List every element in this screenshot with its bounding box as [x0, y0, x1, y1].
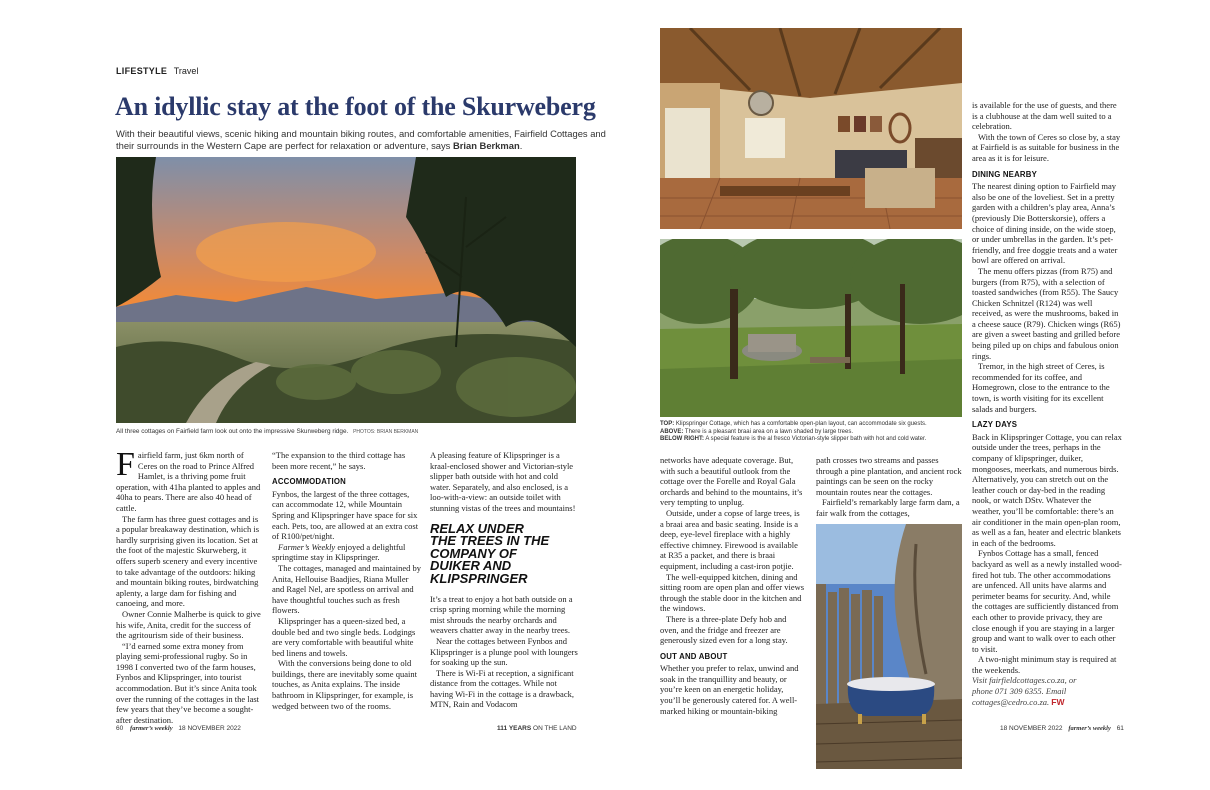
- standfirst-text: With their beautiful views, scenic hiking and mountain biking routes, and comfortable amenities, Fairfield Cottages and their surrounds in the Western Cape are perfect for relaxation or adventure, says: [116, 128, 606, 151]
- cottage-interior-image: [660, 28, 962, 229]
- paragraph: path crosses two streams and passes through a pine plantation, and ancient rock paintings can be seen on the rocky mountain routes near the cottages.: [816, 455, 962, 497]
- caption-label: BELOW RIGHT:: [660, 436, 704, 442]
- brand-logo: farmer’s weekly: [130, 725, 173, 732]
- caption-label: TOP:: [660, 421, 675, 427]
- sunset-landscape-image: [116, 157, 576, 423]
- drop-cap: F: [116, 446, 135, 483]
- paragraph: Outside, under a copse of large trees, is a braai area and basic seating. Inside is a deep, eye-level fireplace with a highly effective chimney. Firewood is available at R35 a packet, and there is braai equipment, including a cast-iron potjie.: [660, 507, 800, 571]
- caption-label: ABOVE:: [660, 428, 684, 435]
- paragraph: The farm has three guest cottages and is a popular breakaway destination, which is hardly surprising given its location. Set at the foot of the majestic Skurweberg, it offers superb scenery and every incentive to take advantage of the outdoors: hiking and mountain biking routes, birdwatching aplenty, a large dam for fishing and canoeing, and more.: [116, 513, 260, 609]
- paragraph: Back in Klipspringer Cottage, you can relax outside under the trees, perhaps in the company of klipspringer, duiker, mongooses, meerkats, and numerous birds. Alternatively, you can stretch out on the leather couch or day-bed in the reading nook, or watch DStv. Whatever the weather, you’ll be comfortable: there’s an air conditioner in the main open-plan room, as well as a fan, heater and electric blankets in each of the bedrooms.: [972, 431, 1122, 548]
- paragraph: Owner Connie Malherbe is quick to give his wife, Anita, credit for the success of the agritourism side of their business.: [116, 608, 261, 641]
- right-footer: [1000, 725, 1124, 732]
- paragraph: Klipspringer has a queen-sized bed, a double bed and two single beds. Lodgings are very comfortable with beautiful white bed linens and towels.: [272, 615, 416, 658]
- paragraph: “I’d earned some extra money from playing semi-professional rugby. So in 1998 I converted two of the farm houses, Fynbos and Klipspringer, into tourist accommodation. But it’s since Anita took over the running of the cottages in the last few years that they’ve become a sought-after destination.: [116, 640, 260, 725]
- paragraph: A pleasing feature of Klipspringer is a kraal-enclosed shower and Victorian-style slipper bath outside with hot and cold water. Separately, and also enclosed, is a loo-with-a-view: an outside toilet with stunning vistas of the trees and mountains!: [430, 450, 576, 513]
- pull-quote: RELAX UNDER THE TREES IN THE COMPANY OF DUIKER AND KLIPSPRINGER: [430, 520, 550, 586]
- body-column-2: [272, 450, 422, 711]
- issue-date-right: 18 NOVEMBER 2022: [1000, 725, 1063, 732]
- right-photo-captions: [660, 421, 980, 444]
- slipper-bath-image: [816, 524, 962, 769]
- paragraph: With the town of Ceres so close by, a stay at Fairfield is as suitable for business in the area as it is for leisure.: [972, 131, 1121, 163]
- paragraph: [272, 542, 422, 563]
- braai-photo: [660, 239, 962, 417]
- paragraph: There is Wi-Fi at reception, a significant distance from the cottages. While not having Wi-Fi in the cottage is a drawback, MTN, Rain and Vodacom: [430, 667, 574, 710]
- page-number-left: 60: [116, 725, 124, 732]
- interior-photo: [660, 28, 962, 229]
- author-name: Brian Berkman: [452, 139, 520, 151]
- hero-caption: [116, 428, 418, 437]
- brand-logo: farmer’s weekly: [1068, 725, 1111, 732]
- subheading: DINING NEARBY: [972, 169, 1037, 179]
- body-column-4: [660, 455, 805, 716]
- standfirst: With their beautiful views, scenic hiking and mountain biking routes, and comfortable amenities, Fairfield Cottages and their surrounds in the Western Cape are perfect for relaxation or adventure, says Brian Berkman.: [116, 128, 606, 151]
- section-label: LIFESTYLE: [116, 66, 168, 76]
- subheading: OUT AND ABOUT: [660, 651, 728, 661]
- paragraph: Whether you prefer to relax, unwind and soak in the tranquillity and beauty, or you’re keen on an energetic holiday, you’ll be generously catered for. A well-marked hiking or mountain-biking: [660, 663, 799, 716]
- anniversary-tagline: ON THE LAND: [531, 725, 577, 732]
- hero-photo: [116, 157, 576, 423]
- paragraph: “The expansion to the third cottage has been more recent,” he says.: [272, 450, 406, 471]
- body-column-1: [116, 446, 263, 725]
- contact-info: [972, 675, 1122, 707]
- paragraph: is available for the use of guests, and there is a clubhouse at the dam well suited to a celebration.: [972, 100, 1117, 132]
- caption-text: A special feature is the al fresco Victorian-style slipper bath with hot and cold water.: [704, 436, 927, 442]
- publication-name: Farmer’s Weekly: [278, 541, 336, 552]
- paragraph: Fynbos Cottage has a small, fenced backyard as well as a newly installed wood-fired hot tub. The other accommodations are unfenced. All units have alarms and perimeter beams for security. And, while the cottages are sufficiently distanced from each other to provide privacy, they are close enough if you are staying in a larger group and want to walk over to each other to visit.: [972, 548, 1122, 654]
- section-header: [116, 66, 198, 76]
- end-mark: FW: [1051, 696, 1065, 707]
- paragraph: The well-equipped kitchen, dining and sitting room are open plan and offer views through the stable door in the kitchen and the windows.: [660, 571, 805, 614]
- contact-website: Visit fairfieldcottages.co.za, or: [972, 675, 1077, 686]
- caption-above: [660, 429, 980, 437]
- paragraph: There is a three-plate Defy hob and oven, and the fridge and freezer are generously sized even for a long stay.: [660, 613, 788, 646]
- paragraph: Tremor, in the high street of Ceres, is recommended for its coffee, and Homegrown, close to the entrance to the town, is worth visiting for its excellent salads and burgers.: [972, 361, 1110, 414]
- left-footer: [116, 725, 241, 732]
- paragraph: It’s a treat to enjoy a hot bath outside on a crisp spring morning while the morning mist shrouds the nearby orchards and weavers chatter away in the nearby trees.: [430, 593, 573, 636]
- body-column-3: [430, 450, 580, 710]
- caption-top: [660, 421, 980, 429]
- hero-photo-credit: PHOTOS: BRIAN BERKMAN: [353, 429, 419, 435]
- anniversary-years: 111 YEARS: [497, 725, 532, 732]
- paragraph: Near the cottages between Fynbos and Klipspringer is a plunge pool with loungers for soaking up the sun.: [430, 635, 578, 668]
- subsection-label: Travel: [173, 66, 199, 76]
- caption-text: There is a pleasant braai area on a lawn shaded by large trees.: [683, 428, 854, 435]
- paragraph: The menu offers pizzas (from R75) and burgers (from R75), with a selection of toasted sandwiches (from R55). The Saucy Chicken Schnitzel (R124) was well received, as were the mushrooms, baked in a cheese sauce (R79). Chicken wings (R65) are given a sweet basting and grilled before being piled up on chips and fabulous onion rings.: [972, 265, 1121, 361]
- contact-phone: phone 071 309 6355. Email: [972, 686, 1067, 697]
- page-number-right: 61: [1116, 725, 1124, 732]
- paragraph: Fynbos, the largest of the three cottages, can accommodate 12, while Mountain Spring and Klipspringer have space for six each. Pets, too, are allowed at an extra cost of R100/pet/night.: [272, 488, 419, 542]
- paragraph: networks have adequate coverage. But, with such a beautiful outlook from the cottage over the Forelle and Royal Gala orchards and behind to the mountains, it’s very tempting to unplug.: [660, 455, 803, 508]
- article-title: An idyllic stay at the foot of the Skurweberg: [115, 92, 596, 121]
- paragraph: The cottages, managed and maintained by Anita, Hellouise Baadjies, Riana Muller and Ragel Nel, are spotless on arrival and have thoughtful touches such as fresh flowers.: [272, 562, 422, 616]
- paragraph: Fairfield’s remarkably large farm dam, a fair walk from the cottages,: [816, 497, 960, 518]
- contact-email: cottages@cedro.co.za. FW: [972, 696, 1065, 707]
- centre-footer: [497, 725, 577, 732]
- paragraph: With the conversions being done to old buildings, there are inevitably some quaint touches, as Anita explains. The inside bathroom in Klipspringer, for example, is wedged between two of the rooms.: [272, 658, 417, 711]
- paragraph: The nearest dining option to Fairfield may also be one of the loveliest. Set in a pretty garden with a children’s play area, Anna’s (previously Die Botterskorsie), offers a choice of dining inside, on the wide stoep, or under umbrellas in the garden. It’s pet-friendly, and free doggie treats and a water bowl are offered on arrival.: [972, 181, 1118, 266]
- paragraph: airfield farm, just 6km north of Ceres on the road to Prince Alfred Hamlet, is a thriving pome fruit operation, with 41ha planted to apples and 40ha to pears. There are also 40 head of cattle.: [116, 450, 261, 513]
- body-column-6: [972, 100, 1122, 707]
- caption-text: Klipspringer Cottage, which has a comfortable open-plan layout, can accommodate six guests.: [674, 421, 927, 427]
- hero-caption-text: All three cottages on Fairfield farm look out onto the impressive Skurweberg ridge.: [116, 428, 349, 435]
- issue-date-left: 18 NOVEMBER 2022: [178, 725, 241, 732]
- bath-photo: [816, 524, 962, 769]
- subheading: LAZY DAYS: [972, 420, 1018, 430]
- garden-braai-image: [660, 239, 962, 417]
- paragraph: A two-night minimum stay is required at the weekends.: [972, 654, 1117, 675]
- caption-below-right: [660, 436, 980, 444]
- paragraph-text: enjoyed a delightful springtime stay in Klipspringer.: [272, 541, 406, 563]
- subheading: ACCOMMODATION: [272, 477, 346, 487]
- body-column-5: [816, 455, 964, 519]
